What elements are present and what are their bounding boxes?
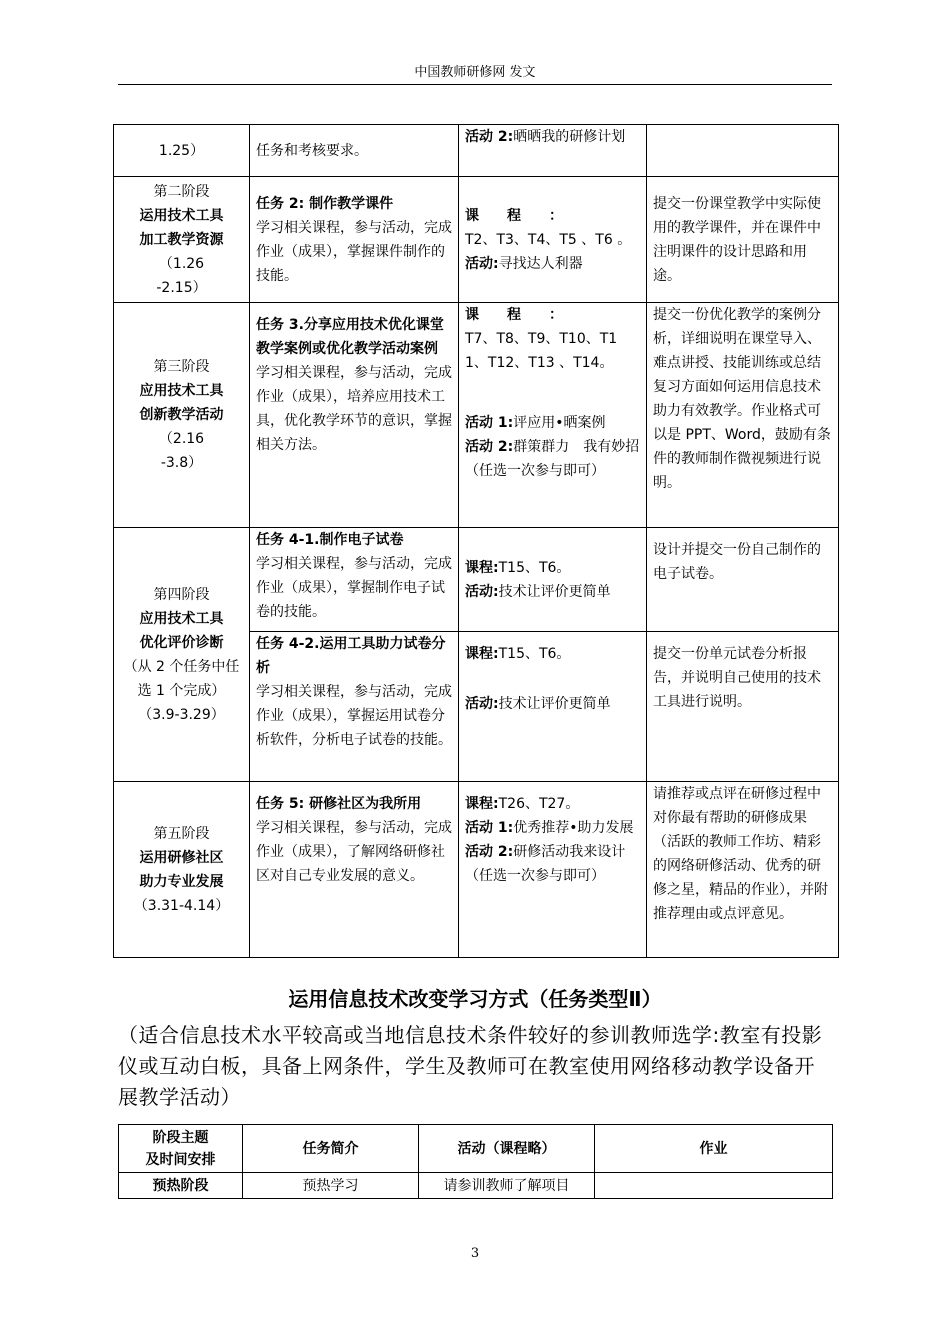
table-row [114, 125, 839, 177]
table-header-row [119, 1125, 833, 1173]
activity-cell [459, 528, 647, 632]
stage-number: 第五阶段 [153, 825, 210, 842]
activity-label: 活动: [465, 255, 499, 272]
task-desc: 学习相关课程，参与活动，完成作业（成果），掌握课件制作的技能。 [256, 219, 452, 284]
column-header: 阶段主题 及时间安排 [119, 1125, 243, 1173]
stage-title: 运用技术工具 [139, 207, 224, 224]
section-description: （适合信息技术水平较高或当地信息技术条件较好的参训教师选学:教室有投影仪或互动白板，具备上网条件，学生及教师可在教室使用网络移动教学设备开展教学活动） [118, 1023, 823, 1109]
activity-text: 优秀推荐•助力发展 [513, 820, 634, 836]
stage-title: 加工教学资源 [139, 231, 224, 248]
activity-label: 活动 1: [465, 415, 514, 431]
stage-title: 应用技术工具 [139, 610, 224, 627]
activity-cell [459, 303, 647, 528]
activity-cell [459, 125, 647, 177]
stage-dates: （3.31-4.14） [133, 897, 230, 914]
stage-title: 应用技术工具 [139, 383, 224, 399]
task-desc: 任务和考核要求。 [256, 142, 368, 159]
activity-label: 活动 2: [465, 439, 514, 455]
task-type-2-table [118, 1124, 833, 1199]
activity-cell [459, 177, 647, 303]
activity-text: 晒晒我的研修计划 [513, 129, 626, 145]
column-header: 作业 [595, 1125, 833, 1173]
course-text: T15、T6。 [498, 646, 571, 662]
work-desc: 提交一份优化教学的案例分析，详细说明在课堂导入、难点讲授、技能训练或总结复习方面如何运用信息技术助力有效教学。作业格式可以是 PPT、Word，鼓励有条件的教师制作微视频进行说明。 [653, 307, 831, 491]
course-label: 课程: [465, 796, 499, 812]
stage-dates: （2.16 [158, 431, 205, 447]
task-title: 任务 4-2.运用工具助力试卷分析 [256, 636, 446, 676]
stage-cell [114, 125, 250, 177]
activity-text: 寻找达人利器 [498, 255, 583, 272]
stage-cell [114, 782, 250, 958]
stage-title: 创新教学活动 [139, 407, 224, 423]
stage-dates: -2.15） [156, 279, 207, 296]
activity-label: 活动 1: [465, 820, 514, 836]
task-title: 任务 4-1.制作电子试卷 [256, 532, 404, 548]
work-cell [647, 303, 839, 528]
course-label: 课程: [465, 559, 499, 576]
task-desc: 学习相关课程，参与活动，完成作业（成果），培养应用技术工具，优化教学环节的意识，掌握相关方法。 [256, 365, 452, 453]
stage-dates: （1.26 [158, 255, 205, 272]
stage-dates: （3.9-3.29） [138, 706, 225, 723]
course-label: 课 程 ： [465, 307, 563, 323]
task-title: 任务 5: 研修社区为我所用 [256, 796, 422, 812]
activity-text: 技术让评价更简单 [498, 696, 611, 712]
table-row [114, 528, 839, 632]
work-desc: 提交一份单元试卷分析报告，并说明自己使用的技术工具进行说明。 [653, 646, 821, 710]
section-title: 运用信息技术改变学习方式（任务类型Ⅱ） [288, 987, 662, 1011]
stage-title: 助力专业发展 [139, 873, 224, 890]
work-cell [647, 528, 839, 632]
activity-cell: 请参训教师了解项目 [419, 1173, 595, 1199]
stage-number: 第二阶段 [153, 183, 210, 200]
activity-cell [459, 632, 647, 782]
table-row [114, 782, 839, 958]
task-cell [250, 303, 459, 528]
stage-cell [114, 528, 250, 782]
activity-label: 活动: [465, 583, 499, 600]
task-cell [250, 528, 459, 632]
stage-dates: -3.8） [160, 455, 203, 471]
work-desc: 请推荐或点评在研修过程中对你最有帮助的研修成果（活跃的教师工作坊、精彩的网络研修活动、优秀的研修之星，精品的作业），并附推荐理由或点评意见。 [653, 786, 828, 922]
activity-label: 活动 2: [465, 129, 514, 145]
task-cell: 预热学习 [243, 1173, 419, 1199]
task-title: 任务 3.分享应用技术优化课堂教学案例或优化教学活动案例 [256, 317, 444, 357]
stage-number: 第三阶段 [153, 359, 210, 375]
table-row [114, 303, 839, 528]
page-number: 3 [470, 1246, 480, 1261]
work-cell [647, 177, 839, 303]
task-cell [250, 125, 459, 177]
activity-cell [459, 782, 647, 958]
activity-text: 评应用•晒案例 [513, 415, 606, 431]
table-row [114, 177, 839, 303]
stage-cell: 预热阶段 [119, 1173, 243, 1199]
activity-text: 技术让评价更简单 [498, 583, 611, 600]
task-desc: 学习相关课程，参与活动，完成作业（成果），掌握运用试卷分析软件，分析电子试卷的技能。 [256, 684, 452, 748]
activity-note: （任选一次参与即可） [465, 463, 605, 479]
course-text: T15、T6。 [498, 559, 571, 576]
stage-title: 运用研修社区 [139, 849, 224, 866]
activity-text: 群策群力 我有妙招 [513, 439, 640, 455]
stage-title: 优化评价诊断 [139, 634, 224, 651]
work-desc: 提交一份课堂教学中实际使用的教学课件，并在课件中注明课件的设计思路和用途。 [653, 195, 821, 284]
course-label: 课 程 ： [465, 207, 563, 224]
header-rule [118, 84, 832, 85]
page-header: 中国教师研修网 发文 [414, 65, 536, 80]
stage-cell [114, 177, 250, 303]
column-header: 任务简介 [243, 1125, 419, 1173]
course-text: T7、T8、T9、T10、T11、T12、T13 、T14。 [465, 331, 618, 371]
work-cell [595, 1173, 833, 1199]
task-cell [250, 177, 459, 303]
work-desc: 设计并提交一份自己制作的电子试卷。 [653, 542, 821, 582]
activity-label: 活动: [465, 696, 499, 712]
column-header: 活动（课程略） [419, 1125, 595, 1173]
activity-text: 研修活动我来设计 [513, 844, 626, 860]
course-text: T2、T3、T4、T5 、T6 。 [465, 231, 632, 248]
stage-dates: 1.25） [158, 142, 205, 159]
stage-number: 第四阶段 [153, 586, 210, 603]
task-title: 任务 2: 制作教学课件 [256, 195, 394, 212]
stage-cell [114, 303, 250, 528]
course-label: 课程: [465, 646, 499, 662]
work-cell [647, 632, 839, 782]
stage-note: （从 2 个任务中任选 1 个完成） [123, 658, 240, 699]
work-cell [647, 782, 839, 958]
table-row [119, 1173, 833, 1199]
activity-label: 活动 2: [465, 844, 514, 860]
course-text: T26、T27。 [498, 796, 580, 812]
stage-table [113, 124, 839, 958]
task-desc: 学习相关课程，参与活动，完成作业（成果），了解网络研修社区对自己专业发展的意义。 [256, 820, 452, 884]
task-cell [250, 632, 459, 782]
task-cell [250, 782, 459, 958]
task-desc: 学习相关课程，参与活动，完成作业（成果），掌握制作电子试卷的技能。 [256, 556, 452, 620]
activity-note: （任选一次参与即可） [465, 868, 605, 884]
work-cell [647, 125, 839, 177]
